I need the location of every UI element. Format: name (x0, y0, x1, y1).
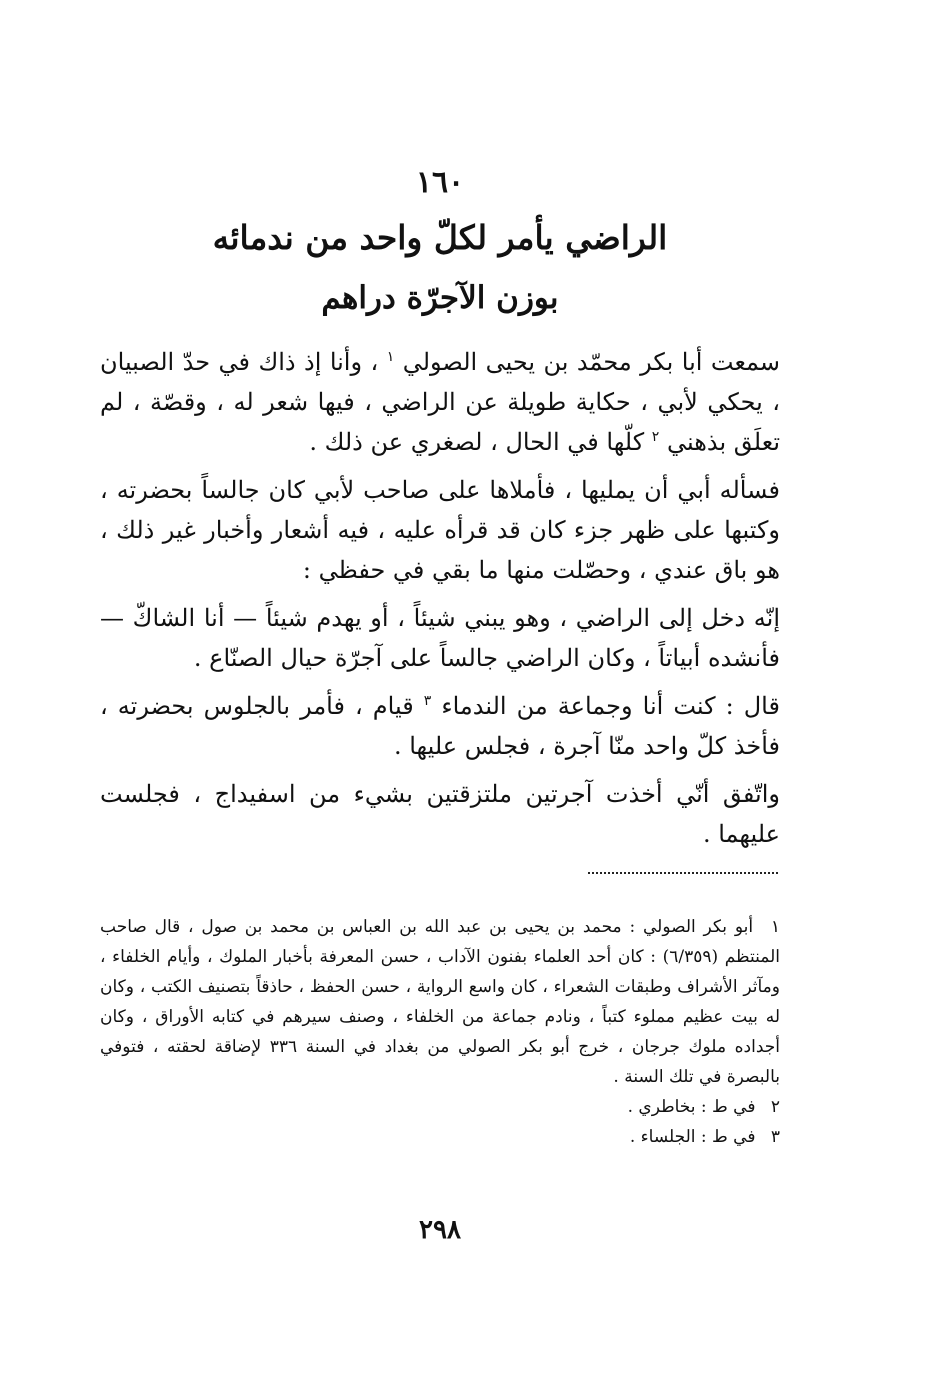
paragraph-4-part-a: قال : كنت أنا وجماعة من الندماء (441, 692, 780, 720)
footnote-3 (100, 1122, 780, 1152)
paragraph-4 (100, 686, 780, 766)
footnote-ref-2[interactable]: ٢ (651, 429, 660, 445)
footnote-divider (588, 872, 778, 874)
main-text (100, 342, 780, 854)
footnote-ref-3[interactable]: ٣ (423, 693, 432, 709)
paragraph-1-part-a: سمعت أبا بكر محمّد بن يحيى الصولي (402, 348, 781, 376)
footnote-ref-1[interactable]: ١ (386, 349, 395, 365)
footnote-1-number: ١ (770, 917, 780, 937)
footnote-2 (100, 1092, 780, 1122)
footnote-2-text: في ط : بخاطري . (627, 1097, 756, 1117)
footnote-1-text: أبو بكر الصولي : محمد بن يحيى بن عبد الله بن العباس بن محمد بن صول ، قال صاحب المنتظم (٦/٣٥٩) : كان أحد العلماء بفنون الآداب ، حسن المعرفة بأخبار الملوك ، وأيام الخلفاء ، ومآثر الأشراف وطبقات الشعراء ، كان واسع الرواية ، حسن الحفظ ، حاذقاً بتصنيف الكتب ، وكان له بيت عظيم مملوء كتباً ، ونادم جماعة من الخلفاء ، وصنف سيرهم في كتابه الأوراق ، وكان أجداده ملوك جرجان ، خرج أبو بكر الصولي من بغداد في السنة ٣٣٦ لإضاقة لحقته ، فتوفي بالبصرة في تلك السنة . (100, 917, 780, 1087)
paragraph-4-part-b: قيام ، فأمر بالجلوس بحضرته ، فأخذ كلّ واحد منّا آجرة ، فجلس عليها . (100, 692, 780, 760)
page-number: ٢٩٨ (419, 1215, 461, 1245)
story-number: ١٦٠ (415, 165, 465, 200)
footnote-3-number: ٣ (770, 1127, 780, 1147)
footnotes (100, 912, 780, 1152)
paragraph-5: واتّفق أنّي أخذت آجرتين ملتزقتين بشيء من اسفيداج ، فجلست عليهما . (100, 780, 780, 848)
chapter-title: الراضي يأمر لكلّ واحد من ندمائه (212, 218, 668, 257)
chapter-subtitle: بوزن الآجرّة دراهم (321, 280, 559, 316)
paragraph-1 (100, 342, 780, 462)
footnote-3-text: في ط : الجلساء . (629, 1127, 756, 1147)
paragraph-1-part-c: كلّها في الحال ، لصغري عن ذلك . (309, 428, 645, 456)
paragraph-2: فسأله أبي أن يمليها ، فأملاها على صاحب لأبي كان جالساً بحضرته ، وكتبها على ظهر جزء كان قد قرأه عليه ، فيه أشعار وأخبار غير ذلك ، هو باق عندي ، وحصّلت منها ما بقي في حفظي : (100, 476, 780, 584)
paragraph-3: إنّه دخل إلى الراضي ، وهو يبني شيئاً ، أو يهدم شيئاً — أنا الشاكّ — فأنشده أبياتاً ، وكان الراضي جالساً على آجرّة حيال الصنّاع . (100, 604, 780, 672)
footnote-1 (100, 912, 780, 1092)
paragraph-1-part-b: ، وأنا إذ ذاك في حدّ الصبيان ، يحكي لأبي ، حكاية طويلة عن الراضي ، فيها شعر له ، وقصّة ، لم تعلَق بذهني (100, 348, 780, 456)
footnote-2-number: ٢ (770, 1097, 780, 1117)
